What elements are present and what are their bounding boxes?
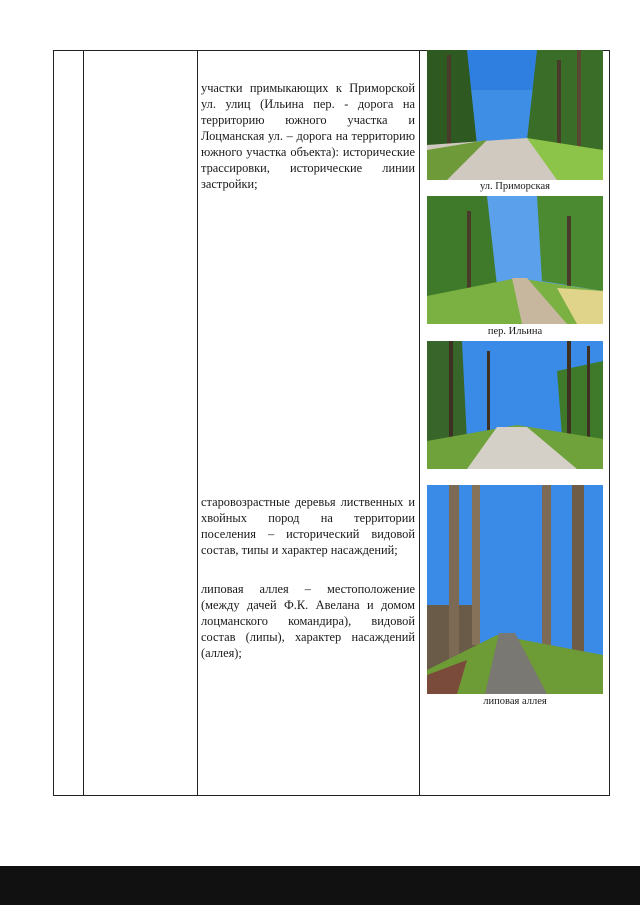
ilyina-lane-photo (427, 196, 603, 324)
photo-caption: ул. Приморская (480, 181, 550, 192)
old-trees-photo (427, 341, 603, 469)
old-trees-description: старовозрастные деревья лиственных и хвойных пород на территории поселения – исторический видовой состав, типы и характер насаждений; (201, 495, 415, 557)
photo-caption: липовая аллея (483, 696, 547, 707)
column-divider (197, 51, 198, 795)
column-divider (419, 51, 420, 795)
scan-edge (0, 866, 640, 905)
column-divider (83, 51, 84, 795)
linden-alley-description: липовая аллея – местоположение (между дачей Ф.К. Авелана и домом лоцманского командира), видовой состав (липы), характер насаждений (аллея); (201, 582, 415, 660)
linden-alley-photo (427, 485, 603, 694)
photo-caption: пер. Ильина (487, 326, 543, 337)
streets-description: участки примыкающих к Приморской ул. улиц (Ильина пер. - дорога на территорию южного участка и Лоцманская ул. – дорога на территорию южного участка объекта): исторические трассировки, исторические линии застройки; (201, 81, 415, 191)
primorskaya-street-photo (427, 50, 603, 180)
